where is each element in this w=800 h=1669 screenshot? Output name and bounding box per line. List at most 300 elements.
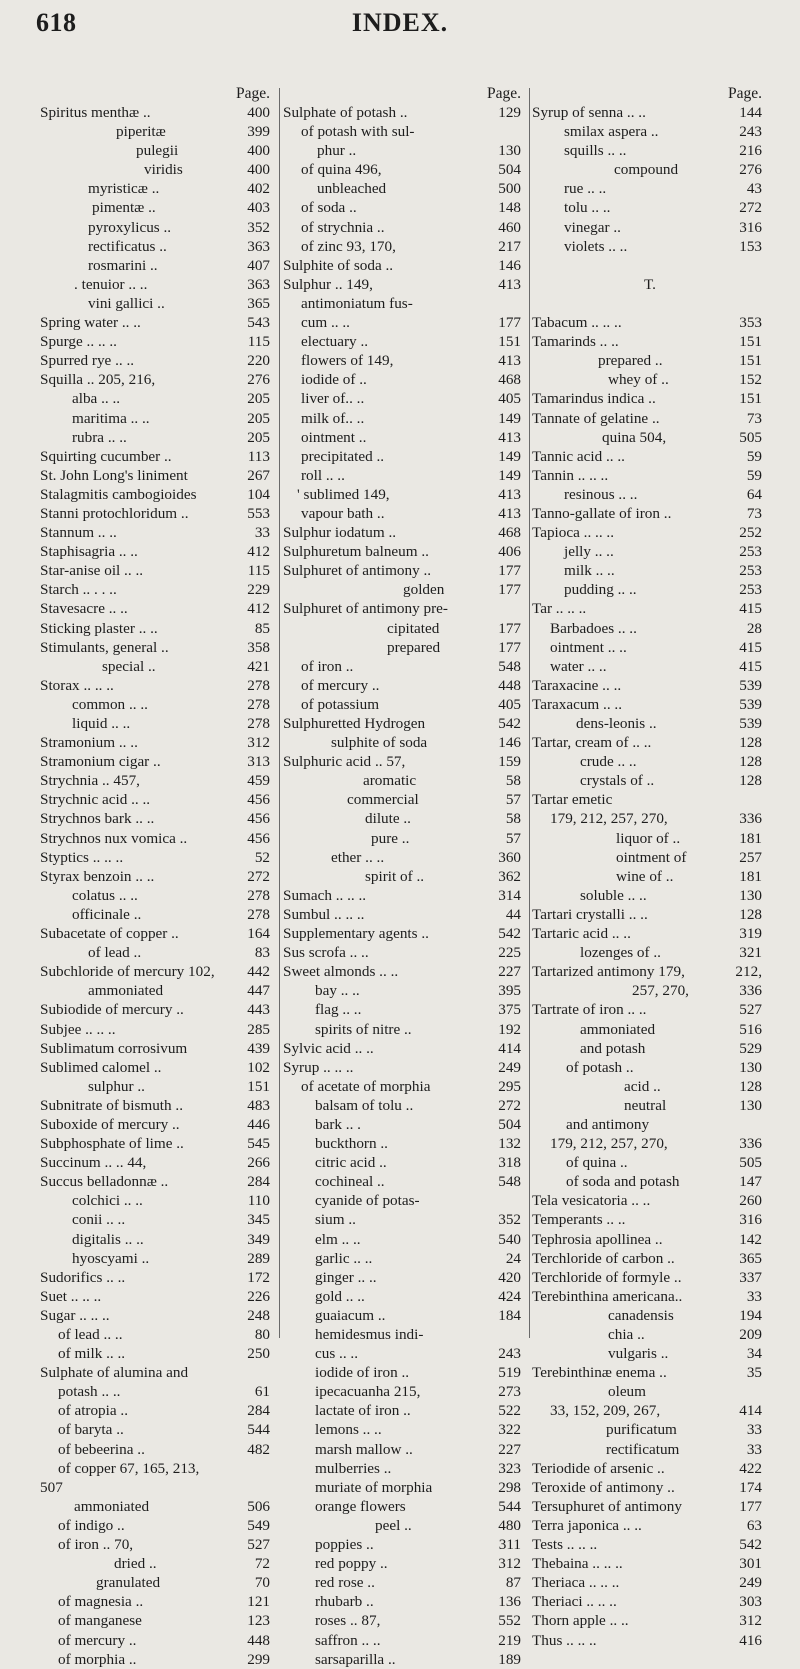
entry-term: chia .. [608,1326,645,1343]
entry-term: saffron .. .. [315,1631,381,1649]
column-divider [529,88,530,1338]
entry-page: 519 [498,1364,521,1382]
entry-page: 400 [247,142,270,160]
entry-page: 229 [247,581,270,599]
entry-term: mulberries .. [315,1459,392,1477]
entry-page: 243 [739,123,762,141]
index-entry [532,1134,768,1153]
entry-term: cum .. .. [301,314,350,332]
index-entry [532,1287,768,1306]
entry-term: of copper 67, 165, 213, [58,1459,200,1477]
index-entry [40,160,276,179]
entry-page: 483 [247,1096,270,1114]
index-entry [283,1478,527,1497]
entry-page: 318 [498,1154,521,1172]
entry-term: sulphur .. [88,1077,145,1095]
index-entry [283,1191,527,1210]
entry-term: Theriaci .. .. .. [532,1593,617,1611]
entry-term: ammoniated [88,982,164,1000]
index-entry [283,218,527,237]
index-entry [40,103,276,122]
index-entry [532,218,768,237]
entry-term: iodide of iron .. [315,1364,410,1382]
index-entry [40,1631,276,1650]
entry-page: 130 [739,1058,762,1076]
index-entry [283,1230,527,1249]
entry-term: spirit of .. [365,867,425,885]
entry-page: 313 [247,753,270,771]
entry-page: 468 [498,371,521,389]
entry-page: 144 [739,104,762,121]
index-entry [40,1172,276,1191]
index-entry [283,313,527,332]
index-entry [40,714,276,733]
entry-term: purificatum [606,1421,677,1439]
index-entry [283,275,527,294]
entry-page: 267 [247,466,270,484]
entry-page: 272 [498,1096,521,1114]
entry-page: 314 [498,886,521,904]
entry-term: liquid .. .. [72,715,131,732]
entry-page: 312 [739,1612,762,1630]
index-entry [283,771,527,790]
entry-term: Syrup .. .. .. [283,1058,354,1076]
entry-page: 209 [739,1326,762,1343]
entry-page: 115 [247,333,270,351]
index-entry [40,599,276,618]
entry-term: Taraxacine .. .. [532,676,622,694]
index-entry [532,867,768,886]
entry-term: Subphosphate of lime .. [40,1135,184,1153]
entry-term: wine of .. [616,867,674,885]
entry-page: 362 [498,867,521,885]
entry-page: 278 [247,676,270,694]
entry-term: potash .. .. [58,1383,121,1401]
entry-page: 544 [247,1421,270,1439]
entry-page: 407 [247,256,270,274]
index-entry [40,1554,276,1573]
index-entry [40,141,276,160]
entry-term: granulated [96,1574,161,1592]
index-entry [283,962,527,981]
entry-page: 337 [739,1268,762,1286]
entry-page: 149 [498,447,521,465]
index-entry [40,218,276,237]
entry-page: 500 [498,180,521,198]
index-entry [40,695,276,714]
entry-term: spirits of nitre .. [315,1020,412,1038]
entry-page: 442 [247,963,270,981]
entry-term: pure .. [371,829,410,847]
entry-term: lozenges of .. [580,944,661,962]
entry-term: piperitæ [116,123,166,141]
entry-page: 85 [254,619,270,637]
entry-term: dilute .. [365,810,411,828]
index-entry [532,1096,768,1115]
entry-page: 227 [498,963,521,981]
entry-page: 272 [247,867,270,885]
entry-term: Spiritus menthæ .. [40,104,151,121]
entry-page: 316 [739,1211,762,1229]
entry-term: Suboxide of mercury .. [40,1115,180,1133]
index-entry [283,580,527,599]
entry-term: dried .. [114,1555,157,1573]
entry-page: 217 [498,237,521,255]
index-entry [532,1020,768,1039]
entry-page: 278 [247,695,270,713]
entry-page: 52 [254,848,270,866]
entry-page: 548 [498,1173,521,1191]
entry-term: garlic .. .. [315,1249,373,1267]
index-entry [532,370,768,389]
entry-page: 421 [247,657,270,675]
index-entry [40,523,276,542]
entry-page: 28 [746,619,762,637]
index-entry [40,332,276,351]
entry-term: ' sublimed 149, [297,485,390,503]
index-entry [532,1497,768,1516]
index-entry [532,447,768,466]
entry-page: 456 [247,791,270,809]
index-entry [532,561,768,580]
entry-term: canadensis [608,1306,674,1324]
entry-page: 443 [247,1001,270,1019]
entry-term: Stannum .. .. [40,524,117,542]
entry-page: 115 [247,562,270,580]
entry-page: 447 [247,982,270,1000]
entry-term: of quina .. [566,1154,628,1172]
index-entry [40,1077,276,1096]
entry-term: Subiodide of mercury .. [40,1001,184,1019]
index-entry [532,714,768,733]
index-entry [283,1459,527,1478]
index-entry [532,886,768,905]
entry-term: aromatic [363,772,417,790]
entry-term: Sylvic acid .. .. [283,1039,374,1057]
entry-page: 504 [498,1115,521,1133]
index-entry [283,619,527,638]
entry-term: elm .. .. [315,1230,361,1248]
index-entry [40,638,276,657]
index-entry [532,1077,768,1096]
entry-page: 147 [739,1173,762,1191]
index-entry [40,905,276,924]
index-entry [532,599,768,618]
entry-page: 64 [746,485,762,503]
entry-page: 130 [498,142,521,160]
entry-term: ointment of [616,848,687,866]
index-entry [532,1382,768,1401]
index-entry [532,733,768,752]
entry-term: of potash .. [566,1058,634,1076]
entry-term: special .. [102,657,156,675]
entry-term: Tartari crystalli .. .. [532,905,648,923]
entry-page: 177 [498,562,521,580]
index-entry [532,1516,768,1535]
entry-page: 298 [498,1478,521,1496]
index-entry [283,1210,527,1229]
entry-term: violets .. .. [564,237,628,255]
entry-term: prepared .. [598,352,663,370]
index-entry [283,504,527,523]
entry-term: Temperants .. .. [532,1211,626,1229]
index-entry [532,580,768,599]
entry-page: 542 [498,715,521,732]
entry-term: Tabacum .. .. .. [532,314,622,332]
index-entry [40,1153,276,1172]
entry-page: 174 [739,1478,762,1496]
entry-page: 539 [739,715,762,732]
entry-page: 299 [247,1650,270,1668]
index-entry [40,1535,276,1554]
entry-page: 323 [498,1459,521,1477]
index-entry [532,237,768,256]
entry-page: 311 [498,1536,521,1554]
index-entry [40,1573,276,1592]
entry-term: Terchloride of formyle .. [532,1268,682,1286]
index-entry [283,237,527,256]
entry-term: Sumbul .. .. .. [283,905,365,923]
entry-page: 130 [739,1096,762,1114]
entry-term: and antimony [566,1115,650,1133]
index-entry [283,599,527,618]
entry-term: sulphite of soda [331,734,428,752]
entry-term: balsam of tolu .. [315,1096,414,1114]
page-number: 618 [36,8,77,37]
index-entry [532,256,768,275]
index-entry [532,466,768,485]
entry-page: 24 [505,1249,521,1267]
entry-term: of soda and potash [566,1173,680,1191]
index-entry [40,294,276,313]
entry-page: 552 [498,1612,521,1630]
entry-term: rectificatus .. [88,237,167,255]
index-entry [283,1134,527,1153]
entry-term: tolu .. .. [564,199,611,217]
index-entry [283,1077,527,1096]
index-entry [283,523,527,542]
entry-page: 413 [498,275,521,293]
entry-page: 58 [505,810,521,828]
index-entry [532,1039,768,1058]
index-entry [283,1287,527,1306]
entry-page: 250 [247,1345,270,1363]
entry-page: 412 [247,600,270,618]
index-entry [532,619,768,638]
entry-page: 33 [254,524,270,542]
entry-page: 132 [498,1135,521,1153]
index-entry [283,1000,527,1019]
entry-term: Succus belladonnæ .. [40,1173,169,1191]
entry-term: vini gallici .. [88,294,165,312]
entry-page: 72 [254,1555,270,1573]
index-entry [40,1401,276,1420]
entry-page: 405 [498,390,521,408]
entry-page: 549 [247,1516,270,1534]
entry-term: rue .. .. [564,180,607,198]
index-entry [283,1535,527,1554]
index-entry [40,1440,276,1459]
index-entry [40,198,276,217]
entry-page: 352 [498,1211,521,1229]
index-entry [283,256,527,275]
entry-page: 539 [739,676,762,694]
entry-page: 252 [739,524,762,542]
index-entry [40,1611,276,1630]
entry-page: 146 [498,256,521,274]
entry-page: 448 [247,1631,270,1649]
entry-term: Sulphuric acid .. 57, [283,753,406,771]
entry-page: 285 [247,1020,270,1038]
index-entry [532,1344,768,1363]
entry-term: Sus scrofa .. .. [283,944,369,962]
index-entry [532,848,768,867]
index-entry [532,1230,768,1249]
entry-page: 177 [498,638,521,656]
index-entry [40,619,276,638]
entry-term: 179, 212, 257, 270, [550,1135,668,1153]
index-entry [532,638,768,657]
entry-page: 44 [505,905,521,923]
index-entry [40,676,276,695]
index-entry [532,981,768,1000]
entry-term: of milk .. .. [58,1345,126,1363]
entry-term: Spurred rye .. .. [40,352,135,370]
index-entry [283,561,527,580]
entry-term: buckthorn .. [315,1135,388,1153]
entry-page: 151 [498,333,521,351]
entry-term: Tamarindus indica .. [532,390,656,408]
index-entry [283,1573,527,1592]
entry-term: jelly .. .. [564,543,614,561]
index-entry [40,752,276,771]
entry-term: cus .. .. [315,1345,359,1363]
index-entry [532,313,768,332]
entry-term: acid .. [624,1077,661,1095]
entry-term: 507 [40,1478,63,1496]
entry-term: conii .. .. [72,1211,126,1229]
entry-page: 363 [247,275,270,293]
index-entry [283,1096,527,1115]
index-entry [532,1631,768,1650]
entry-term: Tersuphuret of antimony [532,1497,682,1515]
entry-page: 312 [498,1555,521,1573]
entry-page: 87 [505,1574,521,1592]
index-entry [283,141,527,160]
index-entry [532,1306,768,1325]
entry-term: of magnesia .. [58,1593,144,1611]
index-entry [283,542,527,561]
entry-term: roll .. .. [301,466,345,484]
entry-term: ointment .. .. [550,638,627,656]
index-entry [40,657,276,676]
entry-term: liquor of .. [616,829,681,847]
entry-page: 414 [739,1402,762,1420]
entry-page: 273 [498,1383,521,1401]
index-entry [283,103,527,122]
index-entry [40,829,276,848]
index-entry [40,848,276,867]
index-entry [283,1172,527,1191]
entry-term: 33, 152, 209, 267, [550,1402,661,1420]
index-entry [283,409,527,428]
entry-page: 542 [498,925,521,943]
index-entry [283,1440,527,1459]
index-entry [283,485,527,504]
entry-term: peel .. [375,1516,412,1534]
entry-term: Styrax benzoin .. .. [40,867,155,885]
index-entry [283,790,527,809]
index-entry [283,752,527,771]
entry-page: 219 [498,1631,521,1649]
entry-page: 128 [739,772,762,790]
index-entry [532,198,768,217]
entry-page: 529 [739,1039,762,1057]
entry-term: colchici .. .. [72,1192,143,1210]
entry-term: flag .. .. [315,1001,362,1019]
index-entry [283,1249,527,1268]
index-entry [40,943,276,962]
entry-term: Stramonium .. .. [40,734,138,752]
entry-page: 253 [739,581,762,599]
index-entry [283,867,527,886]
index-entry [283,714,527,733]
entry-term: Sulphate of alumina and [40,1364,189,1382]
index-entry [532,1459,768,1478]
entry-page: 353 [739,314,762,332]
entry-term: Tapioca .. .. .. [532,524,615,542]
entry-term: lemons .. .. [315,1421,382,1439]
index-entry [532,1268,768,1287]
entry-term: Storax .. .. .. [40,676,114,694]
index-entry [283,886,527,905]
entry-term: Teriodide of arsenic .. [532,1459,665,1477]
entry-term: Sumach .. .. .. [283,886,367,904]
entry-page: 322 [498,1421,521,1439]
entry-page: 35 [746,1364,762,1382]
entry-page: 553 [247,504,270,522]
entry-page: 225 [498,944,521,962]
entry-page: 227 [498,1440,521,1458]
entry-term: vinegar .. [564,218,621,236]
entry-page: 128 [739,1077,762,1095]
entry-page: 260 [739,1192,762,1210]
entry-page: 149 [498,466,521,484]
entry-page: 253 [739,543,762,561]
index-entry [283,695,527,714]
entry-term: Sweet almonds .. .. [283,963,399,981]
entry-term: of acetate of morphia [301,1077,431,1095]
entry-page: 413 [498,485,521,503]
index-entry [283,1420,527,1439]
index-entry [532,428,768,447]
entry-term: citric acid .. [315,1154,387,1172]
entry-term: Stramonium cigar .. [40,753,161,771]
entry-page: 413 [498,352,521,370]
entry-term: of manganese [58,1612,142,1630]
entry-list [283,103,527,1669]
index-entry [283,122,527,141]
entry-term: ginger .. .. [315,1268,377,1286]
entry-page: 248 [247,1306,270,1324]
entry-term: quina 504, [602,428,667,446]
entry-term: Sulphate of potash .. [283,104,408,121]
column-heading: Page. [486,85,521,102]
entry-page: 148 [498,199,521,217]
entry-term: Sulphuret of antimony .. [283,562,432,580]
entry-page: 459 [247,772,270,790]
entry-term: vulgaris .. [608,1345,669,1363]
